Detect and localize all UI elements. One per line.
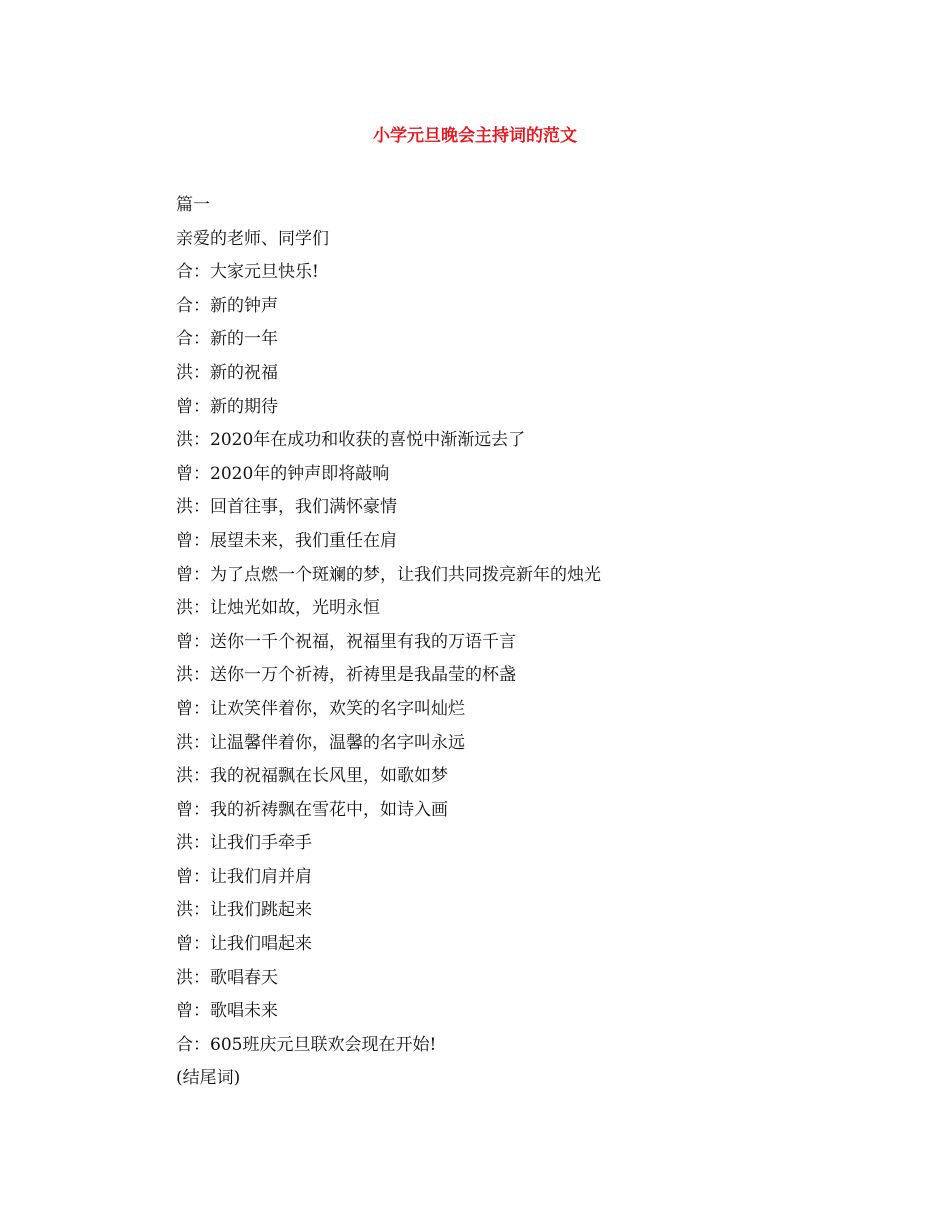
script-line: 洪：我的祝福飘在长风里，如歌如梦 — [176, 766, 448, 787]
script-line: 洪：让温馨伴着你，温馨的名字叫永远 — [176, 732, 465, 753]
script-line: 曾：2020年的钟声即将敲响 — [176, 463, 390, 484]
greeting-line: 亲爱的老师、同学们 — [176, 228, 329, 249]
script-line: 合：新的钟声 — [176, 295, 278, 316]
script-line: 洪：让我们跳起来 — [176, 900, 312, 921]
document-title: 小学元旦晚会主持词的范文 — [373, 126, 577, 146]
section-heading: 篇一 — [176, 195, 210, 215]
script-line: 曾：展望未来，我们重任在肩 — [176, 530, 397, 551]
script-line: 洪：让我们手牵手 — [176, 833, 312, 854]
script-line: 曾：送你一千个祝福，祝福里有我的万语千言 — [176, 631, 516, 652]
script-line: 合：新的一年 — [176, 329, 278, 350]
document-body — [176, 193, 796, 1100]
script-line: 曾：让我们肩并肩 — [176, 866, 312, 887]
script-line: 合：大家元旦快乐! — [176, 262, 319, 283]
script-line: 洪：回首往事，我们满怀豪情 — [176, 497, 397, 518]
script-line: 洪：让烛光如故，光明永恒 — [176, 598, 380, 619]
script-line: 曾：新的期待 — [176, 396, 278, 417]
script-line: 合：605班庆元旦联欢会现在开始! — [176, 1034, 437, 1055]
script-line: 洪：2020年在成功和收获的喜悦中渐渐远去了 — [176, 430, 526, 451]
script-line: 曾：让我们唱起来 — [176, 934, 312, 955]
script-line: 洪：歌唱春天 — [176, 967, 278, 988]
script-line: 洪：送你一万个祈祷，祈祷里是我晶莹的杯盏 — [176, 665, 516, 686]
script-line: 洪：新的祝福 — [176, 362, 278, 383]
script-line: 曾：我的祈祷飘在雪花中，如诗入画 — [176, 799, 448, 820]
closing-heading: (结尾词) — [176, 1068, 241, 1089]
script-line: 曾：歌唱未来 — [176, 1001, 278, 1022]
script-line: 曾：为了点燃一个斑斓的梦，让我们共同拨亮新年的烛光 — [176, 564, 601, 585]
script-line: 曾：让欢笑伴着你，欢笑的名字叫灿烂 — [176, 698, 465, 719]
